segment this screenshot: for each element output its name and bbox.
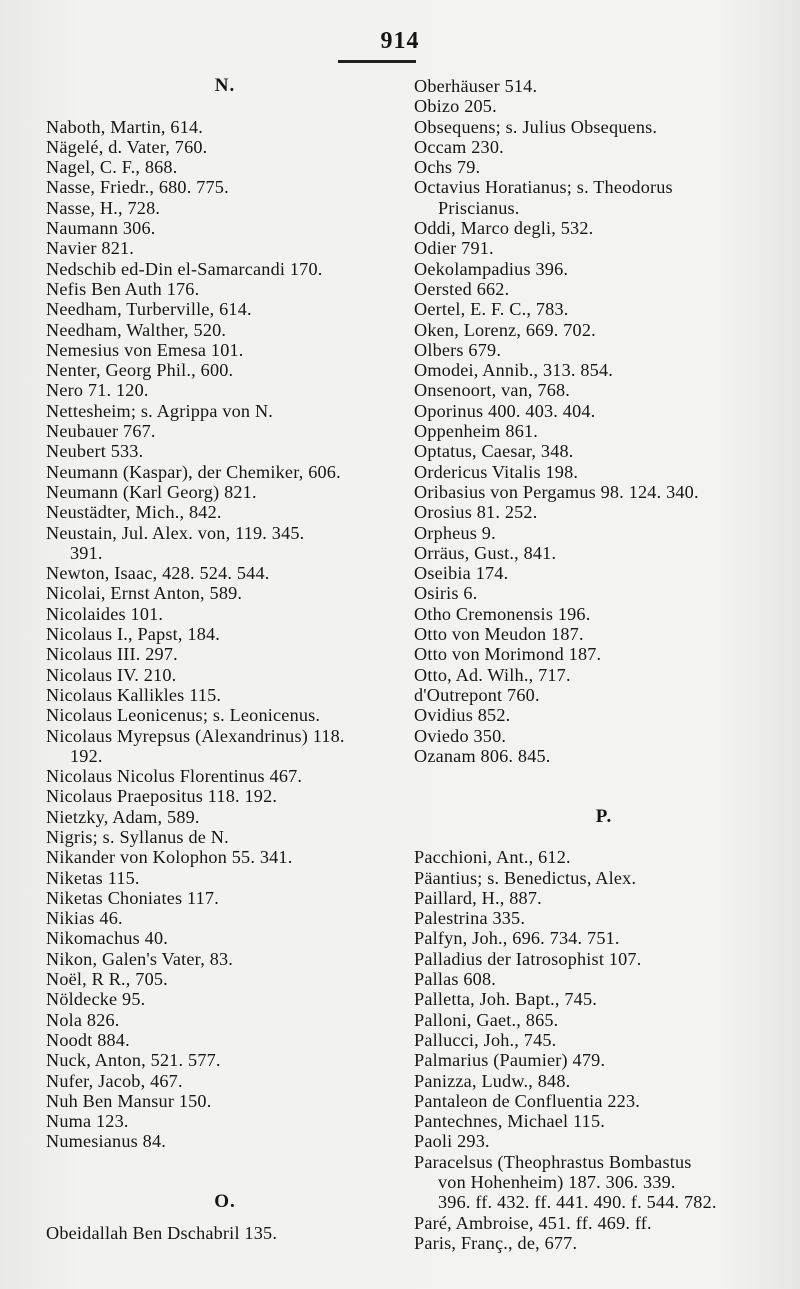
index-entry: Obeidallah Ben Dschabril 135. [46, 1222, 278, 1243]
index-entry: Nicolai, Ernst Anton, 589. [46, 583, 243, 604]
index-entry: Newton, Isaac, 428. 524. 544. [46, 563, 270, 584]
index-entry: Naumann 306. [46, 218, 156, 239]
index-entry: Paré, Ambroise, 451. ff. 469. ff. [414, 1212, 652, 1233]
index-entry: Neubauer 767. [46, 421, 156, 442]
index-entry: Oddi, Marco degli, 532. [414, 218, 594, 239]
index-entry: Oertel, E. F. C., 783. [414, 299, 569, 320]
index-entry: Nietzky, Adam, 589. [46, 806, 200, 827]
index-entry: Neustain, Jul. Alex. von, 119. 345. [46, 522, 305, 543]
index-entry: Nuck, Anton, 521. 577. [46, 1050, 221, 1071]
index-entry: Palfyn, Joh., 696. 734. 751. [414, 928, 620, 949]
right-index-column [414, 76, 794, 1253]
index-entry-continuation: 192. [70, 745, 103, 766]
index-entry: Nasse, H., 728. [46, 197, 161, 218]
index-entry-continuation: Priscianus. [438, 197, 520, 218]
section-letter-heading: N. [214, 75, 236, 96]
index-entry: Oberhäuser 514. [414, 76, 538, 96]
index-entry: Nigris; s. Syllanus de N. [46, 826, 229, 847]
index-entry: Nöldecke 95. [46, 989, 146, 1010]
index-entry: Nicolaus Leonicenus; s. Leonicenus. [46, 705, 321, 726]
index-entry: Nagel, C. F., 868. [46, 157, 178, 178]
index-entry: Palestrina 335. [414, 908, 526, 929]
index-entry: Ordericus Vitalis 198. [414, 461, 579, 482]
index-entry: Oken, Lorenz, 669. 702. [414, 319, 596, 340]
left-index-column [46, 76, 404, 1243]
index-entry: Otto, Ad. Wilh., 717. [414, 664, 571, 685]
spacer [46, 1213, 404, 1223]
index-entry: Optatus, Caesar, 348. [414, 441, 574, 462]
index-entry-continuation: von Hohenheim) 187. 306. 339. [438, 1172, 676, 1193]
index-entry: Onsenoort, van, 768. [414, 380, 571, 401]
index-entry: Needham, Turberville, 614. [46, 299, 252, 320]
index-entry: Numa 123. [46, 1111, 129, 1132]
spacer [46, 96, 404, 116]
index-entry: Pacchioni, Ant., 612. [414, 847, 571, 868]
index-entry: Palladius der Iatrosophist 107. [414, 948, 642, 969]
index-entry: Paris, Franç., de, 677. [414, 1232, 578, 1253]
index-entry: Orosius 81. 252. [414, 502, 538, 523]
index-entry: Nicolaus Myrepsus (Alexandrinus) 118. [46, 725, 345, 746]
index-entry: Nicolaus I., Papst, 184. [46, 624, 221, 645]
index-entry: Neustädter, Mich., 842. [46, 502, 222, 523]
index-entry: Octavius Horatianus; s. Theodorus [414, 177, 673, 198]
index-entry: Noël, R R., 705. [46, 969, 168, 990]
index-entry: Numesianus 84. [46, 1131, 166, 1152]
index-entry: Nuh Ben Mansur 150. [46, 1090, 212, 1111]
index-entry: Omodei, Annib., 313. 854. [414, 360, 613, 381]
index-entry: Oseibia 174. [414, 563, 509, 584]
index-entry: Niketas 115. [46, 867, 140, 888]
index-entry: Nicolaus Praepositus 118. 192. [46, 786, 278, 807]
index-entry: Naboth, Martin, 614. [46, 116, 204, 137]
index-entry: Orräus, Gust., 841. [414, 542, 557, 563]
index-entry: Oersted 662. [414, 278, 510, 299]
index-entry: Oporinus 400. 403. 404. [414, 400, 596, 421]
index-entry: Paillard, H., 887. [414, 887, 542, 908]
section-letter-heading: O. [214, 1191, 236, 1213]
index-entry: Paracelsus (Theophrastus Bombastus [414, 1151, 692, 1172]
spacer [414, 766, 794, 786]
index-entry: Pallucci, Joh., 745. [414, 1029, 557, 1050]
index-entry: Nenter, Georg Phil., 600. [46, 360, 234, 381]
spacer [46, 1152, 404, 1172]
index-entry: Obsequens; s. Julius Obsequens. [414, 116, 658, 137]
index-entry: Oppenheim 861. [414, 421, 539, 442]
spacer [414, 786, 794, 806]
index-entry: Nicolaides 101. [46, 603, 164, 624]
index-entry: Neubert 533. [46, 441, 144, 462]
header-rule [338, 60, 416, 63]
index-entry: Nicolaus IV. 210. [46, 664, 177, 685]
index-entry: Otho Cremonensis 196. [414, 603, 591, 624]
index-entry: Palmarius (Paumier) 479. [414, 1050, 606, 1071]
index-entry: Olbers 679. [414, 339, 502, 360]
index-entry: Neumann (Kaspar), der Chemiker, 606. [46, 461, 341, 482]
index-entry: Noodt 884. [46, 1029, 130, 1050]
index-entry: Pantechnes, Michael 115. [414, 1111, 605, 1132]
index-entry: Occam 230. [414, 136, 504, 157]
index-entry: Needham, Walther, 520. [46, 319, 227, 340]
index-entry-continuation: 391. [70, 542, 103, 563]
spacer [46, 1172, 404, 1192]
index-entry: Nikon, Galen's Vater, 83. [46, 948, 234, 969]
index-entry: Nero 71. 120. [46, 380, 149, 401]
index-entry-continuation: 396. ff. 432. ff. 441. 490. f. 544. 782. [438, 1192, 717, 1213]
index-entry: Päantius; s. Benedictus, Alex. [414, 867, 637, 888]
page-number: 914 [380, 28, 420, 54]
section-letter-heading: P. [595, 805, 613, 827]
index-entry: Orpheus 9. [414, 522, 496, 543]
index-entry: Nola 826. [46, 1009, 120, 1030]
index-entry: Panizza, Ludw., 848. [414, 1070, 571, 1091]
index-entry: d'Outrepont 760. [414, 684, 540, 705]
index-entry: Niketas Choniates 117. [46, 887, 219, 908]
index-entry: Oekolampadius 396. [414, 258, 569, 279]
index-entry: Palletta, Joh. Bapt., 745. [414, 989, 598, 1010]
index-entry: Nufer, Jacob, 467. [46, 1070, 183, 1091]
index-entry: Nikias 46. [46, 908, 123, 929]
index-entry: Nicolaus III. 297. [46, 644, 178, 665]
index-entry: Odier 791. [414, 238, 494, 259]
index-entry: Neumann (Karl Georg) 821. [46, 481, 257, 502]
index-entry: Nicolaus Kallikles 115. [46, 684, 222, 705]
index-entry: Ozanam 806. 845. [414, 745, 551, 766]
index-entry: Osiris 6. [414, 583, 478, 604]
index-entry: Palloni, Gaet., 865. [414, 1009, 559, 1030]
index-entry: Otto von Meudon 187. [414, 624, 584, 645]
index-entry: Navier 821. [46, 238, 135, 259]
index-entry: Paoli 293. [414, 1131, 490, 1152]
index-entry: Pallas 608. [414, 969, 497, 990]
index-entry: Pantaleon de Confluentia 223. [414, 1090, 641, 1111]
index-entry: Nedschib ed-Din el-Samarcandi 170. [46, 258, 323, 279]
index-entry: Nefis Ben Auth 176. [46, 278, 200, 299]
index-entry: Nicolaus Nicolus Florentinus 467. [46, 766, 303, 787]
index-entry: Obizo 205. [414, 96, 497, 117]
index-entry: Nasse, Friedr., 680. 775. [46, 177, 229, 198]
index-entry: Nemesius von Emesa 101. [46, 339, 244, 360]
index-entry: Oviedo 350. [414, 725, 507, 746]
index-entry: Otto von Morimond 187. [414, 644, 602, 665]
index-entry: Ochs 79. [414, 157, 481, 178]
spacer [414, 827, 794, 847]
index-entry: Nettesheim; s. Agrippa von N. [46, 400, 274, 421]
index-entry: Nikomachus 40. [46, 928, 169, 949]
index-entry: Oribasius von Pergamus 98. 124. 340. [414, 481, 699, 502]
index-entry: Nägelé, d. Vater, 760. [46, 136, 208, 157]
index-entry: Ovidius 852. [414, 705, 511, 726]
index-entry: Nikander von Kolophon 55. 341. [46, 847, 293, 868]
